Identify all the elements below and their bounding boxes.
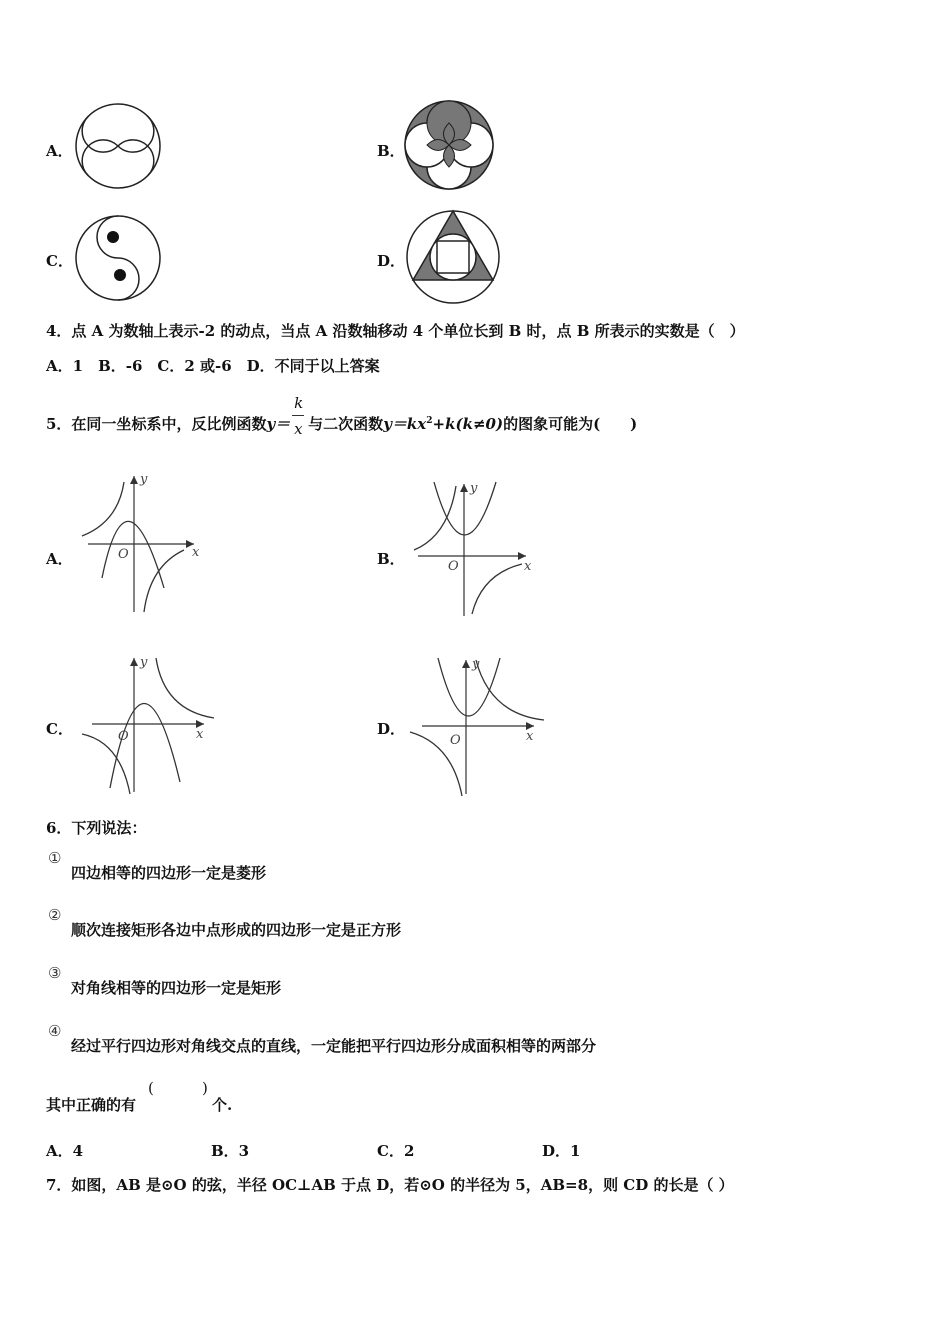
- q6-item-3-number: ③: [48, 964, 62, 982]
- q6-summary-post: 个.: [212, 1096, 233, 1114]
- q5-y-eq: y＝: [266, 415, 291, 433]
- q5-frac-num: k: [294, 394, 304, 412]
- q6-answer-a: A．4: [46, 1142, 84, 1160]
- q5-option-c-label: C．: [46, 720, 73, 738]
- q5-b-axis-x: x: [524, 559, 532, 574]
- q5-c-axis-o: O: [118, 729, 129, 744]
- q4-answer-options: A．1 B．-6 C．2 或-6 D．不同于以上答案: [46, 357, 380, 375]
- q5-prefix: 5．在同一坐标系中，反比例函数: [46, 415, 267, 433]
- q3-figure-d-circle-triangle-square: [403, 207, 503, 305]
- q5-graph-d: [406, 654, 548, 798]
- q7-question-text: 7．如图，AB 是⊙O 的弦，半径 OC⊥AB 于点 D，若⊙O 的半径为 5，AB=8，则 CD 的长是（ ）: [46, 1176, 734, 1194]
- q6-answer-c: C．2: [377, 1142, 415, 1160]
- q5-a-axis-y: y: [140, 472, 148, 487]
- q6-item-2-number: ②: [48, 906, 62, 924]
- q6-item-1-text: 四边相等的四边形一定是菱形: [71, 864, 267, 882]
- q3-option-a-label: A．: [46, 142, 73, 160]
- q3-figure-a-two-arcs-circle: [73, 100, 163, 192]
- q5-c-axis-y: y: [140, 655, 148, 670]
- q5-expr-rest: +k(k≠0): [432, 415, 504, 433]
- q6-item-1-number: ①: [48, 849, 62, 867]
- q5-option-a-label: A．: [46, 550, 73, 568]
- q5-a-axis-o: O: [118, 547, 129, 562]
- q5-fraction: [290, 394, 308, 438]
- q3-figure-b-four-petals: [403, 98, 495, 192]
- q5-a-axis-x: x: [192, 545, 200, 560]
- q6-item-4-text: 经过平行四边形对角线交点的直线，一定能把平行四边形分成面积相等的两部分: [71, 1037, 597, 1055]
- q5-expr-exp: 2: [426, 416, 433, 426]
- q6-item-3-text: 对角线相等的四边形一定是矩形: [71, 979, 282, 997]
- q5-expr-y: y＝kx: [383, 415, 427, 433]
- q6-summary-pre: 其中正确的有: [46, 1096, 137, 1114]
- q5-d-axis-y: y: [472, 657, 480, 672]
- q6-answer-d: D．1: [542, 1142, 581, 1160]
- q6-item-4-number: ④: [48, 1022, 62, 1040]
- q5-option-b-label: B．: [377, 550, 405, 568]
- q5-suffix: 的图象可能为( ): [503, 415, 638, 433]
- q6-paren-close: ): [202, 1079, 208, 1097]
- q5-c-axis-x: x: [196, 727, 204, 742]
- q5-b-axis-o: O: [448, 559, 459, 574]
- q3-option-c-label: C．: [46, 252, 73, 270]
- q3-option-b-label: B．: [377, 142, 405, 160]
- q6-paren-open: (: [148, 1079, 154, 1097]
- q5-option-d-label: D．: [377, 720, 406, 738]
- q6-title: 6．下列说法：: [46, 819, 147, 837]
- q5-graph-b: [404, 478, 536, 620]
- q5-graph-c: [76, 652, 216, 798]
- q5-graph-a: [74, 470, 206, 620]
- q6-answer-b: B．3: [211, 1142, 250, 1160]
- q5-frac-den: x: [294, 420, 303, 438]
- q5-mid: 与二次函数: [308, 415, 384, 433]
- q3-option-d-label: D．: [377, 252, 406, 270]
- q5-frac-bar: [292, 415, 304, 416]
- q5-d-axis-x: x: [526, 729, 534, 744]
- q5-question: [46, 394, 638, 438]
- q5-b-axis-y: y: [470, 481, 478, 496]
- q6-item-2-text: 顺次连接矩形各边中点形成的四边形一定是正方形: [71, 921, 402, 939]
- q5-d-axis-o: O: [450, 733, 461, 748]
- q3-figure-c-yin-yang: [73, 212, 163, 304]
- q4-question-text: 4．点 A 为数轴上表示-2 的动点，当点 A 沿数轴移动 4 个单位长到 B 时，点 B 所表示的实数是（ ）: [46, 322, 745, 340]
